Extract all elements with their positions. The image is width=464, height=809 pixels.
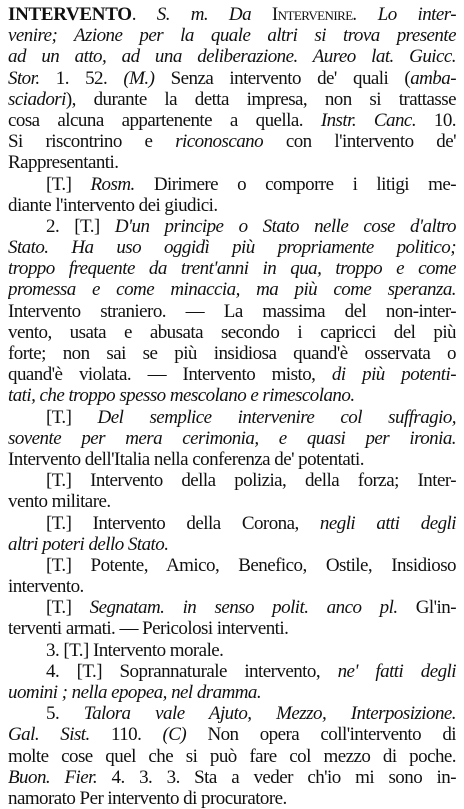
italic-text: ne' fatti degli (337, 660, 456, 682)
text-line (8, 301, 456, 322)
smallcaps-text: Intervenire (271, 4, 353, 25)
text-line (8, 555, 456, 576)
text: 110. (89, 724, 163, 746)
italic-text: . Lo inter- (352, 4, 456, 25)
text: cosa alcuna appartenente a quella. (8, 109, 321, 131)
text-line (8, 428, 456, 449)
text-line (8, 4, 456, 25)
italic-text: venire; Azione per la quale altri si trova presente (8, 25, 456, 47)
text: [T.] (46, 406, 98, 428)
italic-text: riconoscano (175, 131, 264, 153)
text: Rappresentanti. (8, 152, 119, 174)
text-line (8, 767, 456, 788)
italic-text: Buon. Fier. (8, 766, 98, 788)
text-line (8, 470, 456, 491)
italic-text: tati, che troppo spesso mescolano e rimescolano. (8, 385, 355, 407)
text-line (8, 174, 456, 195)
text: [T.] Potente, Amico, Benefico, Ostile, Insidioso (46, 554, 456, 576)
italic-text: Stato. Ha uso oggidì più propriamente politico; (8, 237, 456, 259)
text: [T.] (46, 173, 91, 195)
italic-text: Talora vale Ajuto, Mezzo, Interposizione. (83, 703, 456, 725)
text-line (8, 703, 456, 724)
italic-text: amba- (410, 67, 456, 89)
italic-text: sovente per mera cerimonia, e quasi per ironia. (8, 427, 456, 449)
text-line (8, 597, 456, 618)
italic-text: sciadori (8, 88, 66, 110)
italic-text: Del semplice intervenire col suffragio, (97, 406, 456, 428)
text-line (8, 68, 456, 89)
italic-text: D'un principe o Stato nelle cose d'altro (114, 215, 456, 237)
text-line (8, 491, 456, 512)
text-line (8, 237, 456, 258)
text: 4. [T.] Soprannaturale intervento, (46, 660, 338, 682)
text: vento, usata e abusata secondo i capricci del più (8, 321, 456, 343)
text-line (8, 152, 456, 173)
headword: INTERVENTO (8, 4, 132, 25)
text-line (8, 46, 456, 67)
italic-text: negli atti degli (319, 512, 456, 534)
text-line (8, 258, 456, 279)
text-line (8, 216, 456, 237)
text-line (8, 195, 456, 216)
text-line (8, 322, 456, 343)
text-line (8, 407, 456, 428)
text-line (8, 661, 456, 682)
text: namorato Per intervento di procuratore. (8, 787, 287, 809)
text-line (8, 682, 456, 703)
italic-text: altri poteri dello Stato. (8, 533, 169, 555)
text: molte cose quel che si può fare col mezzo di poche. (8, 745, 456, 767)
text-line (8, 343, 456, 364)
text: [T.] Intervento della Corona, (46, 512, 320, 534)
text: . (131, 4, 157, 25)
text-line (8, 89, 456, 110)
text: - (450, 364, 456, 386)
italic-text: Stor. (8, 67, 40, 89)
text: 5. (46, 703, 84, 725)
text: [T.] (46, 597, 90, 619)
italic-text: S. m. Da (156, 4, 272, 25)
italic-text: ad un atto, ad una deliberazione. Aureo lat. Guicc. (8, 46, 456, 68)
text: Gl'in- (397, 597, 456, 619)
italic-text: uomini ; nella epopea, nel dramma. (8, 682, 262, 703)
text: con l'intervento de' (263, 131, 456, 153)
text: [T.] Intervento della polizia, della forza; Inter- (46, 470, 456, 492)
text-line (8, 746, 456, 767)
text: quand'è violata. — Intervento misto, (8, 364, 332, 386)
text-line (8, 385, 456, 406)
text: Senza intervento de' quali ( (154, 67, 411, 89)
text-line (8, 534, 456, 555)
text-line (8, 449, 456, 470)
text-line (8, 110, 456, 131)
italic-text: Instr. Canc. (320, 109, 417, 131)
text-line (8, 131, 456, 152)
dictionary-entry-intervento (8, 4, 456, 809)
text: vento militare. (8, 491, 111, 513)
text-line (8, 364, 456, 385)
text: 4. 3. 3. Sta a veder ch'io mi sono in- (97, 766, 456, 788)
text-line (8, 724, 456, 745)
text: Non opera coll'intervento di (186, 724, 456, 746)
text-line (8, 279, 456, 300)
text-line (8, 25, 456, 46)
text: terventi armati. — Pericolosi interventi. (8, 618, 289, 640)
text: intervento. (8, 576, 84, 598)
text: Si riscontrino e (8, 131, 176, 153)
italic-text: troppo frequente da trent'anni in qua, troppo e come (8, 258, 456, 280)
text: 3. [T.] Intervento morale. (46, 639, 224, 661)
italic-text: (M.) (123, 67, 155, 89)
text: 1. 52. (39, 67, 124, 89)
italic-text: Gal. Sist. (8, 724, 90, 746)
text: Intervento straniero. — La massima del non-inter- (8, 300, 456, 322)
text: 2. [T.] (46, 215, 115, 237)
text-line (8, 640, 456, 661)
italic-text: promessa e come minaccia, ma più come speranza. (8, 279, 456, 301)
text: ), durante la detta impresa, non si trattasse (65, 88, 456, 110)
italic-text: Rosm. (90, 173, 135, 195)
text: forte; non sai se più insidiosa quand'è osservata o (8, 343, 456, 364)
text-line (8, 618, 456, 639)
text-line (8, 513, 456, 534)
text-line (8, 576, 456, 597)
italic-text: (C) (162, 724, 187, 746)
text: Dirimere o comporre i litigi me- (134, 173, 456, 195)
text: diante l'intervento dei giudici. (8, 194, 218, 216)
italic-text: Segnatam. in senso polit. anco pl. (89, 597, 398, 619)
italic-text: di più potenti (331, 364, 451, 386)
text: 10. (416, 109, 456, 131)
text: Intervento dell'Italia nella conferenza de' potentati. (8, 448, 364, 470)
